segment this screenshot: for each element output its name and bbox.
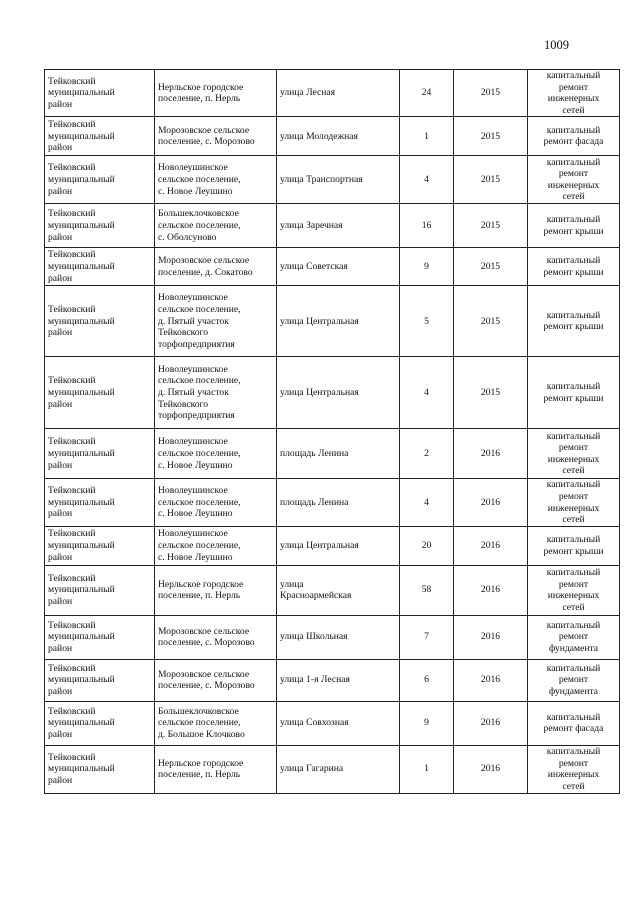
work-type-cell (528, 286, 620, 357)
year-cell-text: 2015 (480, 261, 501, 273)
settlement-cell-text: Морозовское сельское поселение, д. Сокатово (158, 255, 253, 278)
house-number-cell-text: 58 (421, 584, 432, 596)
work-type-cell (528, 615, 620, 659)
street-cell (277, 117, 400, 156)
street-cell (277, 479, 400, 526)
house-number-cell (400, 429, 454, 479)
street-cell-text: улица Молодежная (280, 130, 358, 142)
street-cell-text: улица Красноармейская (280, 578, 352, 602)
street-cell-text: улица Центральная (280, 315, 359, 327)
work-type-cell (528, 357, 620, 429)
table-row (45, 70, 620, 117)
work-type-cell-text: капитальный ремонт фундамента (546, 619, 601, 655)
house-number-cell (400, 70, 454, 117)
house-number-cell (400, 565, 454, 615)
year-cell (454, 479, 528, 526)
street-cell (277, 248, 400, 286)
settlement-cell (155, 479, 277, 526)
table-row (45, 156, 620, 204)
year-cell-text: 2016 (480, 539, 501, 551)
settlement-cell-text: Новолеушинское сельское поселение, с. Новое Леушино (158, 528, 241, 563)
work-type-cell (528, 745, 620, 793)
district-cell (45, 429, 155, 479)
work-type-cell (528, 701, 620, 745)
settlement-cell (155, 117, 277, 156)
work-type-cell (528, 70, 620, 117)
street-cell (277, 429, 400, 479)
district-cell-text: Тейковский муниципальный район (48, 436, 115, 471)
work-type-cell (528, 565, 620, 615)
table-row (45, 204, 620, 248)
street-cell-text: улица Совхозная (280, 717, 349, 729)
house-number-cell-text: 4 (424, 496, 429, 508)
street-cell-text: улица Гагарина (280, 763, 344, 775)
district-cell-text: Тейковский муниципальный район (48, 162, 115, 197)
settlement-cell (155, 286, 277, 357)
house-number-cell (400, 117, 454, 156)
table-row (45, 479, 620, 526)
district-cell (45, 117, 155, 156)
work-type-cell-text: капитальный ремонт инженерных сетей (546, 70, 601, 116)
house-number-cell-text: 24 (421, 87, 432, 99)
district-cell-text: Тейковский муниципальный район (48, 303, 115, 339)
year-cell (454, 615, 528, 659)
year-cell (454, 286, 528, 357)
work-type-cell-text: капитальный ремонт крыши (543, 214, 604, 237)
table-row (45, 565, 620, 615)
year-cell (454, 659, 528, 701)
district-cell (45, 204, 155, 248)
house-number-cell-text: 9 (424, 717, 429, 729)
street-cell-text: улица Центральная (280, 387, 359, 399)
house-number-cell-text: 16 (421, 220, 432, 232)
settlement-cell-text: Большеклочковское сельское поселение, д. Большое Клочково (158, 705, 245, 741)
district-cell-text: Тейковский муниципальный район (48, 705, 115, 741)
district-cell (45, 565, 155, 615)
district-cell (45, 745, 155, 793)
street-cell-text: улица Лесная (280, 87, 336, 99)
house-number-cell (400, 204, 454, 248)
district-cell-text: Тейковский муниципальный район (48, 249, 115, 284)
work-type-cell-text: капитальный ремонт инженерных сетей (546, 479, 601, 526)
district-cell-text: Тейковский муниципальный район (48, 572, 115, 608)
settlement-cell (155, 70, 277, 117)
settlement-cell (155, 429, 277, 479)
work-type-cell-text: капитальный ремонт инженерных сетей (546, 156, 601, 203)
street-cell (277, 526, 400, 565)
settlement-cell (155, 745, 277, 793)
settlement-cell (155, 357, 277, 429)
work-type-cell-text: капитальный ремонт фасада (543, 124, 604, 148)
district-cell-text: Тейковский муниципальный район (48, 375, 115, 410)
house-number-cell (400, 248, 454, 286)
year-cell-text: 2015 (480, 387, 501, 399)
district-cell-text: Тейковский муниципальный район (48, 485, 115, 520)
house-number-cell (400, 286, 454, 357)
table-row (45, 659, 620, 701)
settlement-cell-text: Нерльское городское поселение, п. Нерль (158, 578, 244, 602)
settlement-cell-text: Морозовское сельское поселение, с. Морозово (158, 668, 255, 692)
district-cell-text: Тейковский муниципальный район (48, 619, 115, 655)
street-cell (277, 745, 400, 793)
street-cell (277, 701, 400, 745)
settlement-cell-text: Нерльское городское поселение, п. Нерль (158, 81, 244, 105)
settlement-cell (155, 204, 277, 248)
street-cell (277, 286, 400, 357)
house-number-cell (400, 156, 454, 204)
settlement-cell (155, 156, 277, 204)
street-cell (277, 70, 400, 117)
house-number-cell-text: 4 (424, 387, 429, 399)
district-cell (45, 248, 155, 286)
year-cell-text: 2015 (480, 87, 501, 99)
settlement-cell-text: Новолеушинское сельское поселение, с. Новое Леушино (158, 162, 241, 197)
house-number-cell (400, 479, 454, 526)
house-number-cell-text: 20 (421, 539, 432, 551)
settlement-cell-text: Новолеушинское сельское поселение, д. Пятый участок Тейковского торфопредприятия (158, 363, 241, 422)
table-row (45, 117, 620, 156)
year-cell (454, 70, 528, 117)
settlement-cell-text: Новолеушинское сельское поселение, д. Пятый участок Тейковского торфопредприятия (158, 292, 241, 350)
house-number-cell (400, 357, 454, 429)
year-cell-text: 2015 (480, 130, 501, 142)
street-cell (277, 156, 400, 204)
street-cell-text: улица 1-я Лесная (280, 674, 350, 686)
district-cell-text: Тейковский муниципальный район (48, 528, 115, 563)
street-cell-text: улица Заречная (280, 220, 343, 232)
district-cell (45, 70, 155, 117)
street-cell-text: улица Центральная (280, 539, 359, 551)
district-cell-text: Тейковский муниципальный район (48, 75, 115, 110)
house-number-cell-text: 9 (424, 261, 429, 273)
year-cell (454, 526, 528, 565)
year-cell-text: 2016 (480, 674, 501, 686)
street-cell-text: улица Транспортная (280, 174, 363, 186)
work-type-cell-text: капитальный ремонт инженерных сетей (546, 430, 601, 477)
work-type-cell (528, 526, 620, 565)
house-number-cell-text: 4 (424, 174, 429, 186)
year-cell (454, 701, 528, 745)
house-number-cell-text: 2 (424, 448, 429, 460)
work-type-cell-text: капитальный ремонт крыши (543, 534, 604, 557)
registry-table (44, 69, 620, 794)
district-cell (45, 701, 155, 745)
table-row (45, 248, 620, 286)
year-cell-text: 2016 (480, 631, 501, 643)
district-cell-text: Тейковский муниципальный район (48, 751, 115, 787)
settlement-cell (155, 526, 277, 565)
house-number-cell (400, 659, 454, 701)
street-cell-text: площадь Ленина (280, 448, 349, 460)
street-cell-text: площадь Ленина (280, 496, 349, 508)
work-type-cell-text: капитальный ремонт фасада (543, 711, 604, 735)
work-type-cell-text: капитальный ремонт крыши (543, 255, 604, 278)
district-cell (45, 479, 155, 526)
district-cell-text: Тейковский муниципальный район (48, 118, 115, 154)
district-cell (45, 286, 155, 357)
work-type-cell-text: капитальный ремонт фундамента (546, 662, 601, 698)
settlement-cell-text: Морозовское сельское поселение, с. Морозово (158, 625, 255, 649)
settlement-cell (155, 701, 277, 745)
house-number-cell-text: 6 (424, 674, 429, 686)
settlement-cell-text: Нерльское городское поселение, п. Нерль (158, 757, 244, 781)
year-cell (454, 745, 528, 793)
district-cell (45, 526, 155, 565)
year-cell-text: 2016 (480, 763, 501, 775)
year-cell (454, 156, 528, 204)
work-type-cell (528, 156, 620, 204)
district-cell-text: Тейковский муниципальный район (48, 662, 115, 698)
house-number-cell-text: 1 (424, 763, 429, 775)
year-cell-text: 2015 (480, 315, 501, 327)
house-number-cell (400, 526, 454, 565)
settlement-cell-text: Большеклочковское сельское поселение, с. Оболсуново (158, 208, 241, 243)
work-type-cell (528, 117, 620, 156)
street-cell (277, 565, 400, 615)
work-type-cell-text: капитальный ремонт инженерных сетей (546, 567, 601, 613)
table-row (45, 286, 620, 357)
year-cell-text: 2016 (480, 717, 501, 729)
street-cell (277, 357, 400, 429)
street-cell (277, 659, 400, 701)
house-number-cell-text: 5 (424, 315, 429, 327)
work-type-cell-text: капитальный ремонт крыши (543, 381, 604, 404)
settlement-cell (155, 565, 277, 615)
settlement-cell-text: Морозовское сельское поселение, с. Морозово (158, 124, 255, 148)
year-cell-text: 2015 (480, 220, 501, 232)
page-number: 1009 (544, 38, 569, 52)
house-number-cell (400, 615, 454, 659)
street-cell-text: улица Школьная (280, 631, 348, 643)
work-type-cell-text: капитальный ремонт крыши (543, 309, 604, 333)
year-cell (454, 248, 528, 286)
year-cell-text: 2016 (480, 496, 501, 508)
work-type-cell (528, 248, 620, 286)
table-row (45, 429, 620, 479)
house-number-cell (400, 701, 454, 745)
district-cell (45, 357, 155, 429)
settlement-cell (155, 248, 277, 286)
work-type-cell (528, 204, 620, 248)
settlement-cell-text: Новолеушинское сельское поселение, с. Новое Леушино (158, 485, 241, 520)
street-cell (277, 204, 400, 248)
house-number-cell-text: 1 (424, 130, 429, 142)
year-cell (454, 565, 528, 615)
year-cell-text: 2016 (480, 584, 501, 596)
year-cell (454, 357, 528, 429)
table-row (45, 526, 620, 565)
settlement-cell-text: Новолеушинское сельское поселение, с. Новое Леушино (158, 436, 241, 471)
district-cell (45, 659, 155, 701)
year-cell-text: 2015 (480, 174, 501, 186)
year-cell (454, 117, 528, 156)
year-cell (454, 429, 528, 479)
house-number-cell-text: 7 (424, 631, 429, 643)
year-cell (454, 204, 528, 248)
table-row (45, 615, 620, 659)
district-cell-text: Тейковский муниципальный район (48, 208, 115, 243)
district-cell (45, 156, 155, 204)
street-cell-text: улица Советская (280, 261, 348, 273)
table-row (45, 745, 620, 793)
work-type-cell (528, 479, 620, 526)
district-cell (45, 615, 155, 659)
street-cell (277, 615, 400, 659)
work-type-cell-text: капитальный ремонт инженерных сетей (546, 746, 601, 792)
settlement-cell (155, 615, 277, 659)
work-type-cell (528, 659, 620, 701)
settlement-cell (155, 659, 277, 701)
house-number-cell (400, 745, 454, 793)
work-type-cell (528, 429, 620, 479)
year-cell-text: 2016 (480, 448, 501, 460)
table-row (45, 357, 620, 429)
table-row (45, 701, 620, 745)
